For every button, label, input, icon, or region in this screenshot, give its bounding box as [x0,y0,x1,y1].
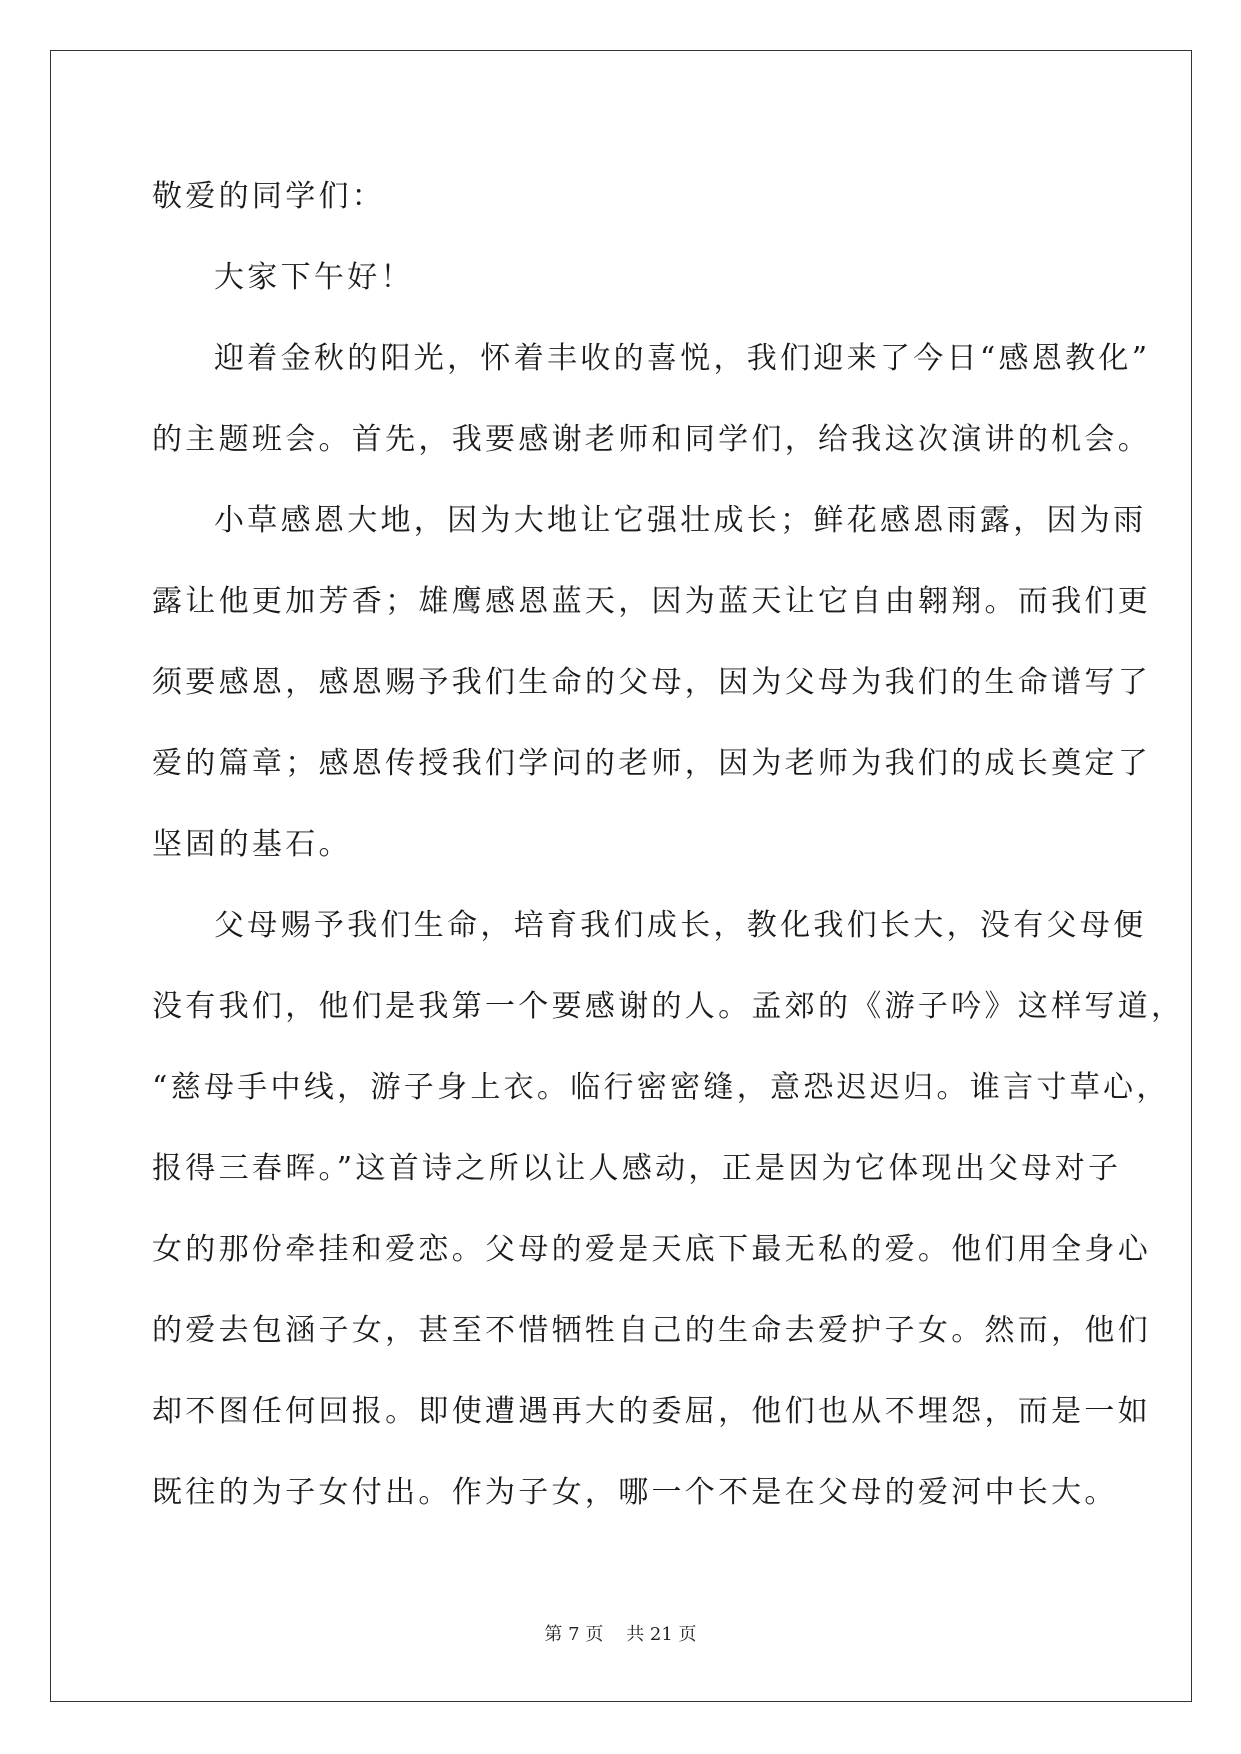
document-body [152,156,1185,1533]
text-line: 女的那份牵挂和爱恋。父母的爱是天底下最无私的爱。他们用全身心 [152,1232,1151,1267]
text-line: 的爱去包涵子女，甚至不惜牺牲自己的生命去爱护子女。然而，他们 [152,1313,1151,1348]
page-number: 第 7 页 共 21 页 [544,1624,697,1645]
text-line: 小草感恩大地，因为大地让它强壮成长；鲜花感恩雨露，因为雨 [214,503,1147,538]
text-line: 坚固的基石。 [152,827,352,862]
page-footer [0,1620,1241,1646]
text-line: 父母赐予我们生命，培育我们成长，教化我们长大，没有父母便 [214,908,1147,943]
text-line: 的主题班会。首先，我要感谢老师和同学们，给我这次演讲的机会。 [152,422,1151,457]
text-line: 报得三春晖。”这首诗之所以让人感动，正是因为它体现出父母对子 [152,1151,1122,1186]
text-line: 露让他更加芳香；雄鹰感恩蓝天，因为蓝天让它自由翱翔。而我们更 [152,584,1151,619]
text-line: “慈母手中线，游子身上衣。临行密密缝，意恐迟迟归。谁言寸草心， [152,1070,1170,1105]
text-line: 既往的为子女付出。作为子女，哪一个不是在父母的爱河中长大。 [152,1475,1118,1510]
text-line: 没有我们，他们是我第一个要感谢的人。孟郊的《游子吟》这样写道， [152,989,1185,1024]
text-line: 爱的篇章；感恩传授我们学问的老师，因为老师为我们的成长奠定了 [152,746,1151,781]
text-line: 须要感恩，感恩赐予我们生命的父母，因为父母为我们的生命谱写了 [152,665,1151,700]
text-line: 大家下午好！ [214,260,414,295]
text-line: 敬爱的同学们： [152,179,386,214]
text-line: 却不图任何回报。即使遭遇再大的委屈，他们也从不埋怨，而是一如 [152,1394,1151,1429]
text-line: 迎着金秋的阳光，怀着丰收的喜悦，我们迎来了今日“感恩教化” [214,341,1151,376]
